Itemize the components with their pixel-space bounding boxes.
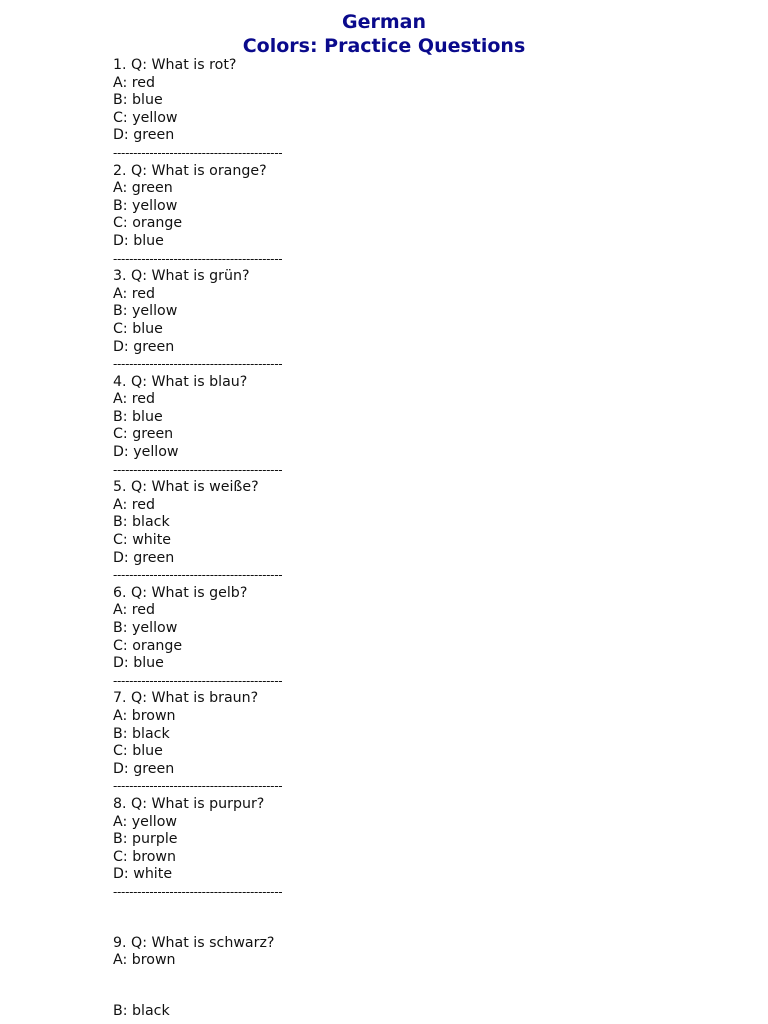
question-text: 1. Q: What is rot?	[113, 57, 237, 73]
answer-option-d: D: green	[113, 338, 175, 355]
question-text: 4. Q: What is blau?	[113, 373, 248, 390]
question-block	[113, 268, 282, 374]
answer-option-d: D: yellow	[113, 444, 179, 461]
answer-option-b: B: black	[113, 1002, 170, 1019]
question-text: 5. Q: What is weiße?	[113, 479, 259, 496]
answer-option-a: A: red	[113, 496, 156, 513]
answer-option-c: C: blue	[113, 320, 163, 337]
answer-option-a: A: red	[113, 74, 156, 91]
answer-option-c: C: orange	[113, 215, 183, 232]
answer-option-d: D: green	[113, 127, 175, 144]
answer-option-d: D: blue	[113, 655, 164, 672]
separator-line: ------------------------------------------	[113, 779, 283, 794]
answer-option-d: D: green	[113, 549, 175, 566]
answer-option-b: B: black	[113, 514, 170, 531]
answer-option-d: D: white	[113, 866, 173, 883]
question-text: 9. Q: What is schwarz?	[113, 934, 275, 951]
question-block	[113, 163, 282, 269]
answer-option-a: A: red	[113, 602, 156, 619]
answer-option-c: C: white	[113, 532, 172, 549]
question-text: 2. Q: What is orange?	[113, 162, 267, 179]
answer-option-b: B: purple	[113, 831, 178, 848]
answer-option-d: D: green	[113, 760, 175, 777]
answer-option-c: C: yellow	[113, 109, 178, 126]
question-text: 3. Q: What is grün?	[113, 268, 250, 285]
answer-option-a: A: brown	[113, 707, 176, 724]
answer-option-b: B: blue	[113, 92, 163, 109]
separator-line: ------------------------------------------	[113, 673, 283, 688]
answer-option-c: C: green	[113, 426, 174, 443]
answer-option-a: A: green	[113, 180, 173, 197]
answer-option-b: B: blue	[113, 408, 163, 425]
answer-option-b: B: yellow	[113, 303, 178, 320]
answer-option-a: A: yellow	[113, 813, 178, 830]
answer-option-d: D: blue	[113, 232, 164, 249]
separator-line: ------------------------------------------	[113, 357, 283, 372]
question-block	[113, 796, 282, 902]
answer-option-c: C: orange	[113, 637, 183, 654]
question-block	[113, 374, 282, 480]
question-block	[113, 479, 282, 585]
answer-option-a: A: red	[113, 391, 156, 408]
question-text: 8. Q: What is purpur?	[113, 795, 265, 812]
separator-line: ------------------------------------------	[113, 884, 283, 899]
question-block	[113, 935, 282, 1021]
answer-option-c: C: blue	[113, 743, 163, 760]
answer-option-a: A: brown	[113, 952, 176, 969]
question-text: 6. Q: What is gelb?	[113, 584, 248, 601]
separator-line: ------------------------------------------	[113, 251, 283, 266]
separator-line: ------------------------------------------	[113, 462, 283, 477]
answer-option-b: B: yellow	[113, 620, 178, 636]
page-subtitle: Colors: Practice Questions	[242, 35, 526, 57]
separator-line: ------------------------------------------	[113, 145, 283, 160]
question-text: 7. Q: What is braun?	[113, 690, 259, 707]
question-list	[113, 57, 282, 1020]
question-block	[113, 585, 282, 691]
answer-option-a: A: red	[113, 285, 156, 302]
separator-line: ------------------------------------------	[113, 568, 283, 583]
question-block	[113, 690, 282, 796]
question-block	[113, 57, 282, 163]
answer-option-c: C: brown	[113, 848, 176, 865]
answer-option-b: B: black	[113, 725, 170, 742]
answer-option-b: B: yellow	[113, 197, 178, 214]
page-title: German	[342, 11, 426, 33]
